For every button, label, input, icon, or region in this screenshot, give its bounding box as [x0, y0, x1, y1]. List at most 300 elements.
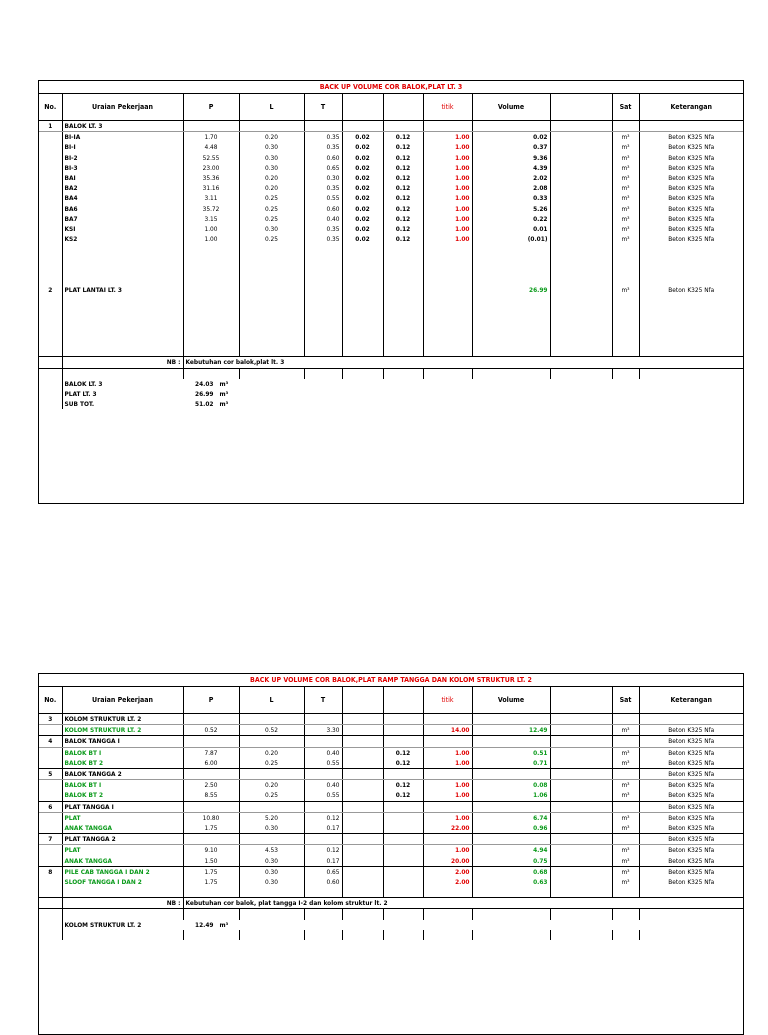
table-cell — [39, 747, 62, 758]
t-value: 0.40 — [304, 780, 342, 791]
keterangan: Beton K325 Nfa — [639, 163, 743, 173]
table-cell — [39, 326, 62, 336]
summary-value — [183, 399, 743, 409]
keterangan: Beton K325 Nfa — [639, 768, 743, 779]
p-value: 8.55 — [183, 790, 239, 801]
table-cell — [342, 275, 383, 285]
t-value: 0.60 — [304, 204, 342, 214]
table-cell — [550, 930, 612, 940]
unit-label: m³ — [621, 877, 630, 886]
table-cell — [550, 909, 612, 920]
table-cell — [550, 877, 612, 887]
a-value: 0.02 — [342, 142, 383, 152]
table-cell — [383, 265, 423, 275]
table-cell — [550, 725, 612, 736]
volume-value: 0.33 — [472, 193, 550, 203]
table-cell — [423, 265, 472, 275]
table-cell — [423, 254, 472, 264]
table-cell — [550, 812, 612, 823]
table-cell — [39, 142, 62, 152]
table-row — [39, 275, 743, 285]
table-cell — [304, 336, 342, 346]
p-value: 23.00 — [183, 163, 239, 173]
unit-label: m³ — [621, 748, 630, 757]
volume-value: 26.99 — [472, 285, 550, 295]
table-row — [39, 121, 743, 132]
table-cell — [342, 346, 383, 357]
titik-value: 1.00 — [423, 780, 472, 791]
table-cell — [472, 834, 550, 845]
unit-label: m³ — [621, 224, 630, 233]
table-cell — [550, 326, 612, 336]
table-cell — [472, 368, 550, 379]
table-cell — [239, 336, 304, 346]
table-cell — [550, 887, 612, 898]
table-cell — [239, 326, 304, 336]
table-row — [39, 747, 743, 758]
b-value: 0.12 — [383, 142, 423, 152]
table-cell — [550, 305, 612, 315]
table-cell — [423, 909, 472, 920]
keterangan: Beton K325 Nfa — [639, 823, 743, 834]
t-value: 0.35 — [304, 142, 342, 152]
table-row — [39, 790, 743, 801]
table-row — [39, 346, 743, 357]
table-cell — [39, 368, 62, 379]
table-cell — [342, 780, 383, 791]
table-cell — [342, 866, 383, 877]
volume-value: 0.71 — [472, 758, 550, 769]
table-cell — [39, 855, 62, 866]
item-name: BI-I — [62, 142, 183, 152]
keterangan: Beton K325 Nfa — [639, 193, 743, 203]
table-cell — [39, 163, 62, 173]
table-cell — [39, 316, 62, 326]
titik-value: 20.00 — [423, 855, 472, 866]
table-cell — [342, 845, 383, 856]
table-cell — [239, 346, 304, 357]
col-volume: Volume — [472, 94, 550, 121]
table-cell — [550, 173, 612, 183]
table-cell — [39, 823, 62, 834]
l-value: 0.25 — [239, 758, 304, 769]
table-cell — [304, 275, 342, 285]
table-cell — [612, 768, 639, 779]
titik-value: 1.00 — [423, 183, 472, 193]
keterangan: Beton K325 Nfa — [639, 142, 743, 152]
l-value: 0.52 — [239, 725, 304, 736]
table-row — [39, 193, 743, 203]
table-cell — [383, 254, 423, 264]
table-cell — [239, 305, 304, 315]
l-value: 0.30 — [239, 855, 304, 866]
t-value: 0.35 — [304, 224, 342, 234]
table-cell — [612, 305, 639, 315]
item-name: PLAT — [62, 812, 183, 823]
table-cell — [39, 887, 62, 898]
table-cell — [183, 244, 239, 254]
unit-label: m³ — [621, 286, 630, 295]
a-value: 0.02 — [342, 153, 383, 163]
section-number: 6 — [39, 801, 62, 812]
section-number: 2 — [48, 286, 53, 295]
unit-cell — [612, 132, 639, 143]
table-cell — [550, 285, 612, 295]
table-cell — [239, 909, 304, 920]
table-cell — [39, 254, 62, 264]
table-cell — [39, 725, 62, 736]
table-cell — [550, 780, 612, 791]
table-cell — [39, 790, 62, 801]
keterangan: Beton K325 Nfa — [639, 780, 743, 791]
col-sat: Sat — [612, 687, 639, 714]
table-cell — [383, 930, 423, 940]
t-value: 0.17 — [304, 823, 342, 834]
l-value: 0.25 — [239, 790, 304, 801]
volume-value: 0.75 — [472, 855, 550, 866]
l-value: 0.20 — [239, 780, 304, 791]
unit-label: m³ — [621, 194, 630, 203]
titik-value: 1.00 — [423, 790, 472, 801]
table-cell — [183, 346, 239, 357]
unit-label: m³ — [621, 153, 630, 162]
table-cell — [639, 714, 743, 725]
section-name: BALOK TANGGA 2 — [62, 768, 183, 779]
unit-cell — [612, 224, 639, 234]
unit-cell — [612, 234, 639, 244]
table-row — [39, 866, 743, 877]
table-cell — [304, 316, 342, 326]
table-row — [39, 173, 743, 183]
b-value — [383, 823, 423, 834]
sheet-2 — [38, 673, 744, 1035]
table-row — [39, 855, 743, 866]
table-cell — [383, 244, 423, 254]
unit-cell — [612, 790, 639, 801]
col-titik: titik — [423, 687, 472, 714]
table-cell — [62, 305, 183, 315]
unit-cell — [612, 193, 639, 203]
keterangan: Beton K325 Nfa — [639, 877, 743, 887]
table-cell — [62, 930, 183, 940]
table-cell — [423, 768, 472, 779]
p-value: 1.75 — [183, 823, 239, 834]
section-number: 3 — [39, 714, 62, 725]
b-value: 0.12 — [383, 214, 423, 224]
section-number: 5 — [39, 768, 62, 779]
t-value: 0.35 — [304, 183, 342, 193]
unit-label: m³ — [621, 133, 630, 142]
l-value: 0.30 — [239, 224, 304, 234]
table-cell — [39, 909, 62, 920]
table-cell — [39, 234, 62, 244]
table-cell — [550, 346, 612, 357]
table-cell — [39, 153, 62, 163]
table-cell — [383, 336, 423, 346]
table-row — [39, 204, 743, 214]
summary-number: 24.03 — [195, 379, 214, 388]
b-value — [383, 877, 423, 887]
table-cell — [239, 736, 304, 747]
a-value: 0.02 — [342, 132, 383, 143]
unit-cell — [612, 758, 639, 769]
table-row — [39, 326, 743, 336]
table-cell — [612, 834, 639, 845]
table-cell — [639, 121, 743, 132]
table-cell — [612, 295, 639, 305]
table-cell — [39, 898, 62, 909]
b-value: 0.12 — [383, 132, 423, 143]
table-row — [39, 163, 743, 173]
table-cell — [39, 877, 62, 887]
unit-label: m³ — [621, 184, 630, 193]
table-cell — [472, 326, 550, 336]
table-cell — [39, 845, 62, 856]
table-cell — [342, 316, 383, 326]
table-cell — [39, 357, 62, 368]
summary-number: 51.02 — [195, 400, 214, 409]
table-cell — [472, 244, 550, 254]
b-value: 0.12 — [383, 193, 423, 203]
table-cell — [342, 909, 383, 920]
unit-label: m³ — [621, 174, 630, 183]
titik-value: 1.00 — [423, 132, 472, 143]
p-value: 35.72 — [183, 204, 239, 214]
table-cell — [39, 389, 62, 399]
table-cell — [472, 768, 550, 779]
summary-number: 12.49 — [195, 920, 214, 929]
unit-cell — [612, 780, 639, 791]
table-cell — [550, 714, 612, 725]
volume-value: 12.49 — [472, 725, 550, 736]
table-cell — [383, 887, 423, 898]
table-cell — [383, 834, 423, 845]
table-cell — [612, 714, 639, 725]
table-cell — [612, 316, 639, 326]
table-cell — [472, 265, 550, 275]
col-l: L — [239, 687, 304, 714]
unit-cell — [612, 866, 639, 877]
table-cell — [472, 909, 550, 920]
table-row — [39, 930, 743, 940]
table-cell — [550, 163, 612, 173]
summary-name: KOLOM STRUKTUR LT. 2 — [62, 920, 183, 930]
table-cell — [342, 714, 383, 725]
table-cell — [183, 887, 239, 898]
volume-value: 2.08 — [472, 183, 550, 193]
unit-label: m³ — [621, 813, 630, 822]
section-name: PLAT LANTAI LT. 3 — [62, 285, 183, 295]
table-row — [39, 898, 743, 909]
table-cell — [550, 214, 612, 224]
item-name: BI-2 — [62, 153, 183, 163]
table-cell — [39, 214, 62, 224]
p-value: 31.16 — [183, 183, 239, 193]
table-cell — [39, 336, 62, 346]
a-value: 0.02 — [342, 204, 383, 214]
b-value: 0.12 — [383, 204, 423, 214]
table-cell — [639, 930, 743, 940]
table-cell — [472, 887, 550, 898]
table-cell — [472, 736, 550, 747]
table-row — [39, 305, 743, 315]
table-cell — [423, 305, 472, 315]
b-value: 0.12 — [383, 758, 423, 769]
summary-value — [183, 389, 743, 399]
table-cell — [304, 368, 342, 379]
table-row — [39, 714, 743, 725]
l-value: 0.25 — [239, 214, 304, 224]
table-cell — [639, 326, 743, 336]
b-value — [383, 812, 423, 823]
table-cell — [39, 379, 62, 389]
table-cell — [550, 193, 612, 203]
t-value: 0.12 — [304, 812, 342, 823]
table-cell — [612, 254, 639, 264]
table-cell — [423, 714, 472, 725]
table-cell — [62, 295, 183, 305]
table-cell — [239, 121, 304, 132]
table-cell — [342, 768, 383, 779]
table-cell — [183, 336, 239, 346]
table-cell — [472, 801, 550, 812]
table-cell — [423, 736, 472, 747]
item-name: SLOOF TANGGA I DAN 2 — [62, 877, 183, 887]
volume-value: 1.06 — [472, 790, 550, 801]
unit-label: m³ — [621, 823, 630, 832]
table-cell — [62, 275, 183, 285]
item-name: BAI — [62, 173, 183, 183]
table-row — [39, 244, 743, 254]
table-cell — [612, 887, 639, 898]
table-row — [39, 834, 743, 845]
section-name: KOLOM STRUKTUR LT. 2 — [62, 714, 183, 725]
table-cell — [239, 368, 304, 379]
section-name: BALOK LT. 3 — [62, 121, 183, 132]
table-cell — [550, 275, 612, 285]
table-cell — [183, 834, 239, 845]
table-cell — [304, 244, 342, 254]
t-value: 0.35 — [304, 234, 342, 244]
a-value: 0.02 — [342, 234, 383, 244]
table-cell — [342, 812, 383, 823]
table-cell — [342, 368, 383, 379]
l-value: 0.25 — [239, 234, 304, 244]
section-name: BALOK TANGGA I — [62, 736, 183, 747]
item-name: ANAK TANGGA — [62, 823, 183, 834]
titik-value: 1.00 — [423, 812, 472, 823]
col-uraian: Uraian Pekerjaan — [62, 687, 183, 714]
p-value: 10.80 — [183, 812, 239, 823]
table-row — [39, 920, 743, 930]
table-cell — [423, 285, 472, 295]
p-value: 7.87 — [183, 747, 239, 758]
col-ket: Keterangan — [639, 687, 743, 714]
t-value: 0.12 — [304, 845, 342, 856]
volume-value: 0.63 — [472, 877, 550, 887]
section-name: PLAT TANGGA 2 — [62, 834, 183, 845]
t-value: 0.30 — [304, 173, 342, 183]
b-value: 0.12 — [383, 780, 423, 791]
unit-label: m³ — [219, 389, 229, 398]
table-cell — [39, 305, 62, 315]
table-cell — [183, 714, 239, 725]
unit-cell — [612, 845, 639, 856]
p-value: 1.75 — [183, 866, 239, 877]
table-row — [39, 142, 743, 152]
keterangan: Beton K325 Nfa — [639, 183, 743, 193]
keterangan: Beton K325 Nfa — [639, 153, 743, 163]
table-cell — [612, 275, 639, 285]
table-cell — [39, 295, 62, 305]
keterangan: Beton K325 Nfa — [639, 736, 743, 747]
table-cell — [639, 295, 743, 305]
table-cell — [183, 121, 239, 132]
table-cell — [550, 142, 612, 152]
table-cell — [39, 275, 62, 285]
titik-value: 22.00 — [423, 823, 472, 834]
col-no: No. — [39, 687, 62, 714]
table-cell — [639, 275, 743, 285]
table-cell — [39, 173, 62, 183]
table-cell — [612, 336, 639, 346]
table-cell — [304, 834, 342, 845]
table-cell — [550, 265, 612, 275]
keterangan: Beton K325 Nfa — [639, 173, 743, 183]
table-cell — [304, 285, 342, 295]
p-value: 52.55 — [183, 153, 239, 163]
item-name: KSI — [62, 224, 183, 234]
col-p: P — [183, 687, 239, 714]
titik-value: 1.00 — [423, 758, 472, 769]
l-value: 0.30 — [239, 153, 304, 163]
summary-name: BALOK LT. 3 — [62, 379, 183, 389]
t-value: 0.35 — [304, 132, 342, 143]
t-value: 0.55 — [304, 758, 342, 769]
nb-label: NB : — [62, 357, 183, 368]
col-l: L — [239, 94, 304, 121]
unit-label: m³ — [219, 379, 229, 388]
unit-cell — [612, 173, 639, 183]
summary-value — [183, 379, 743, 389]
table-cell — [383, 326, 423, 336]
keterangan: Beton K325 Nfa — [639, 234, 743, 244]
table-cell — [550, 758, 612, 769]
summary-value — [183, 920, 743, 930]
unit-cell — [612, 183, 639, 193]
table-cell — [639, 244, 743, 254]
table-row — [39, 758, 743, 769]
table-cell — [239, 714, 304, 725]
p-value: 35.36 — [183, 173, 239, 183]
item-name: BA7 — [62, 214, 183, 224]
titik-value: 14.00 — [423, 725, 472, 736]
item-name: ANAK TANGGA — [62, 855, 183, 866]
col-p: P — [183, 94, 239, 121]
table-cell — [342, 725, 383, 736]
table-row — [39, 295, 743, 305]
b-value — [383, 866, 423, 877]
unit-label: m³ — [621, 781, 630, 790]
keterangan: Beton K325 Nfa — [639, 758, 743, 769]
t-value: 0.17 — [304, 855, 342, 866]
table-cell — [639, 368, 743, 379]
table-cell — [639, 316, 743, 326]
volume-value: 0.37 — [472, 142, 550, 152]
item-name: BALOK BT I — [62, 780, 183, 791]
section-number: 7 — [39, 834, 62, 845]
table-cell — [183, 768, 239, 779]
